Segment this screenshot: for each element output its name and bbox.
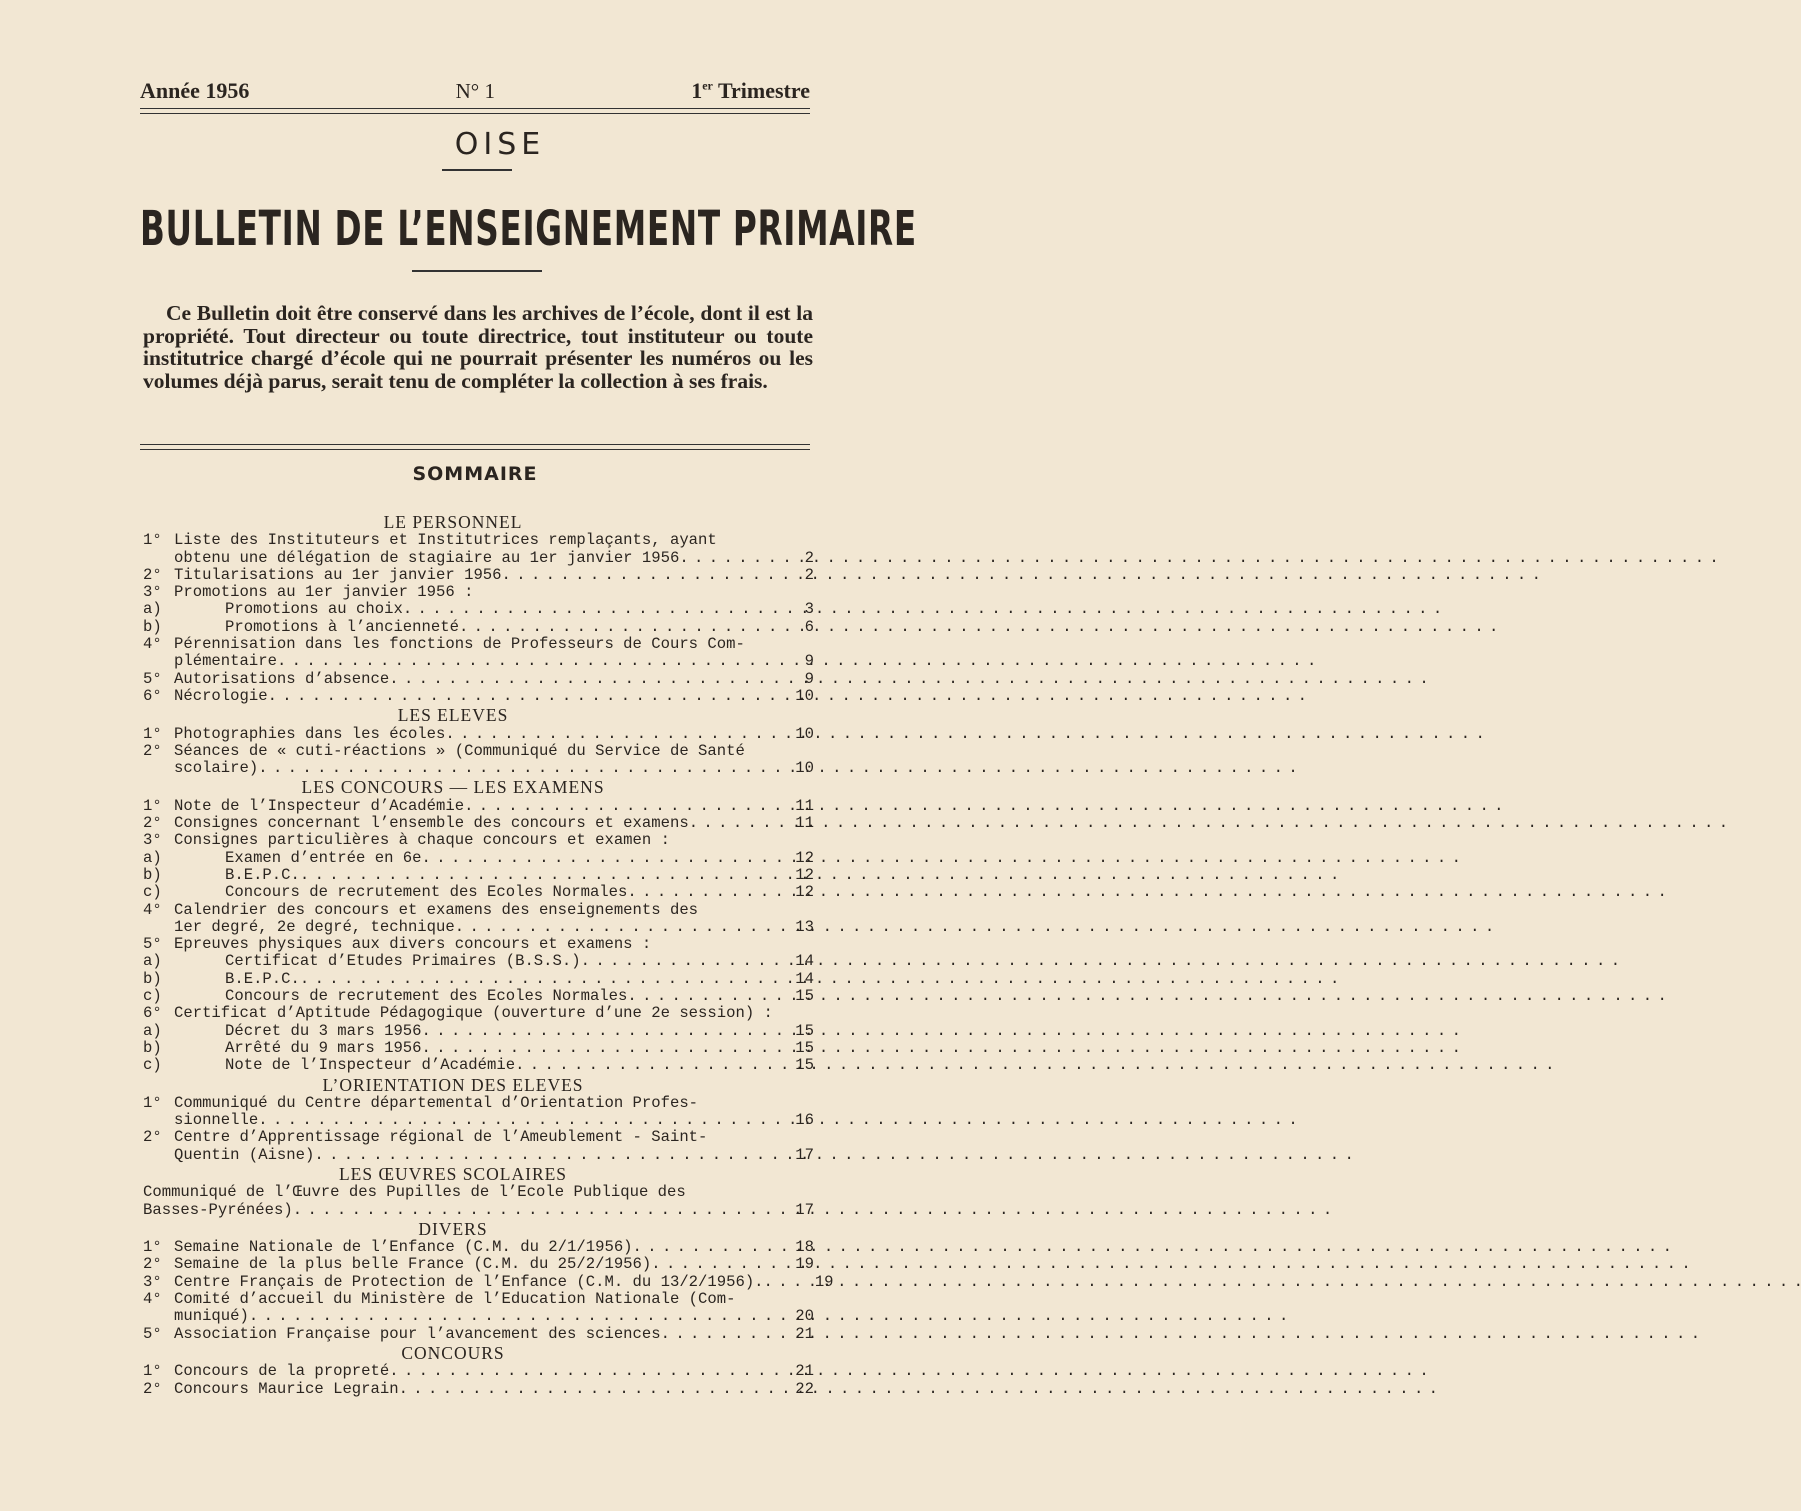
toc-page-number: 17 — [795, 1200, 814, 1219]
toc-entry-text: Certificat d’Aptitude Pédagogique (ouverture d’une 2e session) : — [174, 1004, 773, 1023]
toc-page-number: 13 — [795, 917, 814, 936]
toc-page-number: 21 — [795, 1324, 814, 1343]
toc-entry-text: 1er degré, 2e degré, technique — [174, 917, 455, 936]
toc-page-number: 15 — [795, 1038, 814, 1057]
toc-page-number: 21 — [795, 1362, 814, 1381]
toc-leader-dots — [249, 1308, 754, 1325]
toc-entry — [143, 550, 818, 567]
toc-entry-text: Liste des Instituteurs et Institutrices remplaçants, ayant — [174, 531, 717, 550]
toc-leader-dots — [268, 688, 754, 705]
toc-entry-text: Nécrologie — [174, 686, 268, 705]
toc-page-number: 15 — [795, 1056, 814, 1075]
toc-entry-number: 1° — [143, 1093, 162, 1112]
toc-page-number: 3 — [804, 600, 814, 619]
toc-entry — [143, 832, 818, 849]
toc-entry-number: a) — [143, 600, 162, 619]
toc-leader-dots — [679, 550, 754, 567]
toc-leader-dots — [764, 1274, 774, 1291]
toc-page-number: 12 — [795, 865, 814, 884]
toc-entry — [143, 953, 818, 970]
toc-entry — [143, 798, 818, 815]
toc-entry-line — [143, 1184, 818, 1201]
toc-entry — [143, 884, 818, 901]
toc-leader-dots — [403, 601, 754, 618]
toc-entry-number: 2° — [143, 565, 162, 584]
issue-header — [140, 78, 810, 104]
toc-entry-number: 4° — [143, 635, 162, 654]
toc-entry-text: Consignes concernant l’ensemble des concours et examens — [174, 814, 689, 833]
toc-entry-number: b) — [143, 865, 162, 884]
toc-entry-text: Basses-Pyrénées) — [143, 1200, 293, 1219]
toc-entry-text: Autorisations d’absence — [174, 669, 390, 688]
toc-entry-number: 4° — [143, 1290, 162, 1309]
toc-entry-number: 4° — [143, 900, 162, 919]
toc-entry-text: Certificat d’Etudes Primaires (B.S.S.) — [225, 952, 581, 971]
toc-entry — [143, 1272, 834, 1291]
toc-entry-number: 1° — [143, 724, 162, 743]
toc-entry-number: 6° — [143, 1004, 162, 1023]
toc-entry-line — [143, 743, 818, 760]
toc-entry — [143, 1308, 818, 1325]
toc-leader-dots — [399, 1381, 754, 1398]
toc-page-number: 2 — [804, 565, 814, 584]
toc-entry — [143, 1040, 818, 1057]
toc-entry — [143, 1147, 818, 1164]
toc-leader-dots — [627, 884, 754, 901]
toc-entry-text: Concours Maurice Legrain — [174, 1379, 399, 1398]
toc-entry — [143, 688, 818, 705]
toc-page-number: 19 — [814, 1272, 834, 1291]
toc-entry — [143, 1326, 818, 1343]
toc-entry — [143, 936, 818, 953]
toc-page-number: 17 — [795, 1145, 814, 1164]
toc-entry-text: plémentaire — [174, 652, 277, 671]
toc-leader-dots — [258, 760, 754, 777]
toc-entry-line — [143, 1129, 818, 1146]
toc-page-number: 14 — [795, 969, 814, 988]
toc-leader-dots — [515, 1057, 754, 1074]
toc-entry-text: Concours de recrutement des Ecoles Normales — [225, 883, 628, 902]
toc-page-number: 15 — [795, 1021, 814, 1040]
toc-entry-number: b) — [143, 969, 162, 988]
toc-page-number: 14 — [795, 952, 814, 971]
header-double-rule — [140, 108, 810, 114]
toc-entry-number: 1° — [143, 1238, 162, 1257]
toc-entry-number: 2° — [143, 741, 162, 760]
toc-entry-number: 2° — [143, 1379, 162, 1398]
toc-leader-dots — [300, 971, 754, 988]
toc-leader-dots — [314, 1147, 754, 1164]
bulletin-title: BULLETIN DE L’ENSEIGNEMENT PRIMAIRE — [140, 201, 917, 257]
toc-entry-text: scolaire) — [174, 759, 259, 778]
toc-page-number: 11 — [795, 796, 814, 815]
toc-leader-dots — [389, 1363, 754, 1380]
toc-entry-text: Semaine de la plus belle France (C.M. du 25/2/1956) — [174, 1255, 652, 1274]
toc-entry-text: sionnelle — [174, 1111, 259, 1130]
toc-entry-number: 5° — [143, 669, 162, 688]
toc-leader-dots — [689, 815, 754, 832]
toc-entry-text: Promotions à l’ancienneté — [225, 617, 459, 636]
toc-entry-line — [143, 636, 818, 653]
toc-page-number: 9 — [804, 669, 814, 688]
intro-paragraph — [143, 302, 813, 392]
toc-entry — [143, 815, 818, 832]
toc-leader-dots — [293, 1202, 754, 1219]
toc-entry-number: 3° — [143, 583, 162, 602]
toc-entry-text: obtenu une délégation de stagiaire au 1er janvier 1956 — [174, 548, 680, 567]
toc-page-number: 2 — [804, 548, 814, 567]
issue-trimester: 1er Trimestre — [691, 78, 810, 103]
toc-entry — [143, 1239, 818, 1256]
toc-entry-text: Examen d’entrée en 6e — [225, 848, 422, 867]
toc-leader-dots — [464, 798, 754, 815]
toc-entry-text: Pérennisation dans les fonctions de Professeurs de Cours Com- — [174, 635, 745, 654]
toc-entry — [143, 726, 818, 743]
toc-entry-number: 1° — [143, 796, 162, 815]
toc-page-number: 19 — [795, 1255, 814, 1274]
toc-entry-text: Concours de la propreté — [174, 1362, 390, 1381]
toc-entry — [143, 1363, 818, 1380]
divider-short — [442, 169, 512, 171]
toc-entry — [143, 584, 818, 601]
toc-entry — [143, 601, 818, 618]
toc-entry-text: Promotions au 1er janvier 1956 : — [174, 583, 474, 602]
issue-year: Année 1956 — [140, 78, 250, 103]
department-name: OISE — [454, 127, 546, 162]
toc-entry-number: a) — [143, 1021, 162, 1040]
toc-entry-text: Calendrier des concours et examens des enseignements des — [174, 900, 699, 919]
toc-entry-text: B.E.P.C. — [225, 865, 300, 884]
toc-entry — [143, 671, 818, 688]
toc-entry-text: muniqué) — [174, 1307, 249, 1326]
toc-page-number: 6 — [804, 617, 814, 636]
divider-title — [412, 270, 542, 272]
toc-entry-line — [143, 1095, 818, 1112]
toc-entry-text: Note de l’Inspecteur d’Académie — [225, 1056, 516, 1075]
toc-page-number: 11 — [795, 814, 814, 833]
toc-entry-number: 5° — [143, 935, 162, 954]
toc-page-number: 10 — [795, 724, 814, 743]
toc-entry-text: Arrêté du 9 mars 1956 — [225, 1038, 422, 1057]
toc-entry — [143, 988, 818, 1005]
toc-entry-text: Note de l’Inspecteur d’Académie — [174, 796, 465, 815]
toc-entry-text: Comité d’accueil du Ministère de l’Education Nationale (Com- — [174, 1290, 736, 1309]
toc-entry-text: Séances de « cuti-réactions » (Communiqué du Service de Santé — [174, 741, 745, 760]
toc-entry-number: a) — [143, 848, 162, 867]
toc-entry — [143, 653, 818, 670]
toc-leader-dots — [422, 1023, 754, 1040]
toc-entry-number: c) — [143, 883, 162, 902]
toc-entry-text: Centre Français de Protection de l’Enfance (C.M. du 13/2/1956). — [174, 1272, 764, 1291]
toc-entry-number: c) — [143, 987, 162, 1006]
toc-entry-line — [143, 902, 818, 919]
toc-entry — [143, 1023, 818, 1040]
toc-section-heading: CONCOURS — [401, 1342, 505, 1363]
toc-entry-text: Centre d’Apprentissage régional de l’Ameublement - Saint- — [174, 1128, 708, 1147]
toc-entry — [143, 1381, 818, 1398]
toc-entry-number: 3° — [143, 1272, 162, 1291]
toc-leader-dots — [422, 1040, 754, 1057]
toc-entry-number: b) — [143, 617, 162, 636]
toc-entry-number: c) — [143, 1056, 162, 1075]
toc-leader-dots — [633, 1239, 754, 1256]
toc-entry-number: a) — [143, 952, 162, 971]
toc-entry — [143, 971, 818, 988]
toc-entry — [143, 919, 818, 936]
toc-entry-text: Décret du 3 mars 1956 — [225, 1021, 422, 1040]
toc-leader-dots — [661, 1326, 754, 1343]
toc-leader-dots — [389, 671, 754, 688]
toc-page-number: 22 — [795, 1379, 814, 1398]
toc-entry-text: Concours de recrutement des Ecoles Normales — [225, 987, 628, 1006]
toc-entry-number: 3° — [143, 831, 162, 850]
toc-leader-dots — [422, 850, 754, 867]
toc-entry-text: Promotions au choix — [225, 600, 403, 619]
toc-entry — [143, 1256, 818, 1273]
toc-leader-dots — [445, 726, 754, 743]
toc-entry — [143, 760, 818, 777]
toc-entry — [143, 1202, 818, 1219]
toc-entry — [143, 1112, 818, 1129]
toc-entry — [143, 567, 818, 584]
toc-entry — [143, 1005, 818, 1022]
toc-entry-line — [143, 1291, 818, 1308]
table-of-contents — [143, 512, 834, 1398]
toc-section-heading: L’ORIENTATION DES ELEVES — [322, 1074, 584, 1095]
toc-section-heading: LES ELEVES — [397, 705, 509, 726]
toc-page-number: 12 — [795, 883, 814, 902]
toc-section-heading: LES CONCOURS — LES EXAMENS — [301, 777, 605, 798]
toc-entry-text: Communiqué de l’Œuvre des Pupilles de l’Ecole Publique des — [143, 1183, 686, 1202]
toc-page-number: 10 — [795, 686, 814, 705]
toc-entry — [143, 867, 818, 884]
toc-entry-number: 1° — [143, 531, 162, 550]
toc-entry-text: Titularisations au 1er janvier 1956 — [174, 565, 502, 584]
toc-entry-text: Quentin (Aisne) — [174, 1145, 315, 1164]
toc-page-number: 12 — [795, 848, 814, 867]
toc-entry-number: 2° — [143, 1255, 162, 1274]
toc-entry-text: B.E.P.C. — [225, 969, 300, 988]
toc-entry — [143, 1057, 818, 1074]
toc-page-number: 20 — [795, 1307, 814, 1326]
sommaire-heading: SOMMAIRE — [412, 463, 538, 485]
toc-leader-dots — [581, 953, 754, 970]
toc-entry-text: Communiqué du Centre départemental d’Orientation Profes- — [174, 1093, 699, 1112]
toc-page-number: 18 — [795, 1238, 814, 1257]
toc-entry-number: b) — [143, 1038, 162, 1057]
toc-leader-dots — [277, 653, 754, 670]
toc-entry-line — [143, 532, 818, 549]
toc-page-number: 15 — [795, 987, 814, 1006]
toc-section-heading: DIVERS — [418, 1218, 488, 1239]
issue-number: N° 1 — [455, 79, 495, 103]
toc-section-heading: LES ŒUVRES SCOLAIRES — [338, 1163, 568, 1184]
toc-leader-dots — [300, 867, 754, 884]
toc-entry-text: Consignes particulières à chaque concours et examen : — [174, 831, 670, 850]
intro-double-rule — [140, 444, 810, 450]
toc-page-number: 9 — [804, 652, 814, 671]
toc-page-number: 16 — [795, 1111, 814, 1130]
toc-leader-dots — [459, 619, 754, 636]
toc-entry-text: Epreuves physiques aux divers concours et examens : — [174, 935, 652, 954]
toc-entry-number: 2° — [143, 1128, 162, 1147]
toc-leader-dots — [627, 988, 754, 1005]
toc-leader-dots — [502, 567, 754, 584]
toc-entry-text: Photographies dans les écoles — [174, 724, 446, 743]
toc-page-number: 10 — [795, 759, 814, 778]
toc-entry-number: 2° — [143, 814, 162, 833]
toc-entry-number: 6° — [143, 686, 162, 705]
intro-text: Ce Bulletin doit être conservé dans les archives de l’école, dont il est la propriété. Tout directeur ou toute directrice, tout instituteur ou toute institutrice chargé d’école qui ne pourrait présenter les numéros ou les volumes déjà parus, serait tenu de compléter la collection à ses frais. — [143, 301, 813, 393]
toc-entry-number: 1° — [143, 1362, 162, 1381]
toc-leader-dots — [455, 919, 754, 936]
toc-entry — [143, 619, 818, 636]
toc-section-heading: LE PERSONNEL — [383, 512, 523, 532]
toc-entry — [143, 850, 818, 867]
toc-entry-text: Association Française pour l’avancement des sciences — [174, 1324, 661, 1343]
toc-entry-number: 5° — [143, 1324, 162, 1343]
toc-leader-dots — [258, 1112, 754, 1129]
toc-entry-text: Semaine Nationale de l’Enfance (C.M. du 2/1/1956) — [174, 1238, 633, 1257]
toc-leader-dots — [651, 1256, 754, 1273]
